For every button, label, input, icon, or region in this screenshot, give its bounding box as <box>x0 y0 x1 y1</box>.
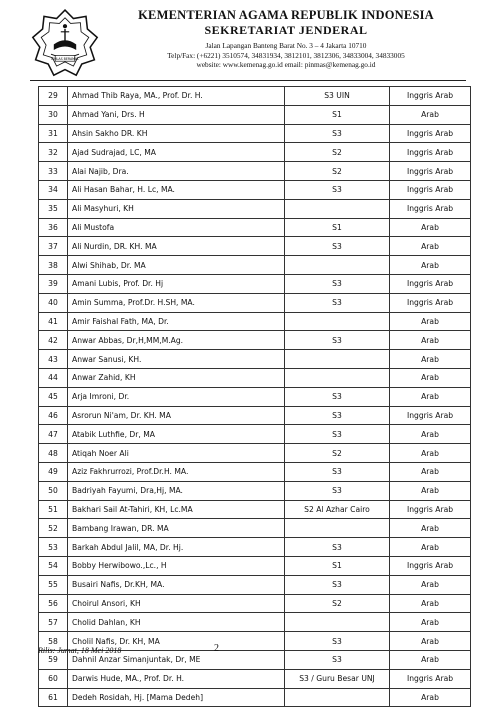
table-row <box>39 350 471 369</box>
table-row <box>39 218 471 237</box>
name-cell: Ahmad Thib Raya, MA., Prof. Dr. H. <box>68 87 285 106</box>
row-number-cell: 61 <box>39 688 68 707</box>
language-cell: Arab <box>390 650 471 669</box>
education-cell <box>285 312 390 331</box>
org-phone: Telp/Fax: (+6221) 3510574, 34831934, 3812101, 3812306, 34833004, 34833005 <box>167 50 405 60</box>
table-row <box>39 594 471 613</box>
language-cell: Arab <box>390 237 471 256</box>
name-cell: Ali Mustofa <box>68 218 285 237</box>
education-cell: S3 <box>285 538 390 557</box>
name-cell: Barkah Abdul Jalil, MA, Dr. Hj. <box>68 538 285 557</box>
language-cell: Arab <box>390 519 471 538</box>
education-cell <box>285 613 390 632</box>
name-cell: Alwi Shihab, Dr. MA <box>68 256 285 275</box>
row-number-cell: 51 <box>39 500 68 519</box>
education-cell: S3 <box>285 274 390 293</box>
row-number-cell: 37 <box>39 237 68 256</box>
language-cell: Arab <box>390 105 471 124</box>
row-number-cell: 53 <box>39 538 68 557</box>
language-cell: Arab <box>390 462 471 481</box>
release-date: Rilis: Jumat, 18 Mei 2018 <box>38 646 122 655</box>
table-row <box>39 331 471 350</box>
table-row <box>39 87 471 106</box>
row-number-cell: 44 <box>39 368 68 387</box>
org-address: Jalan Lapangan Banteng Barat No. 3 – 4 Jakarta 10710 <box>205 41 367 50</box>
name-cell: Busairi Nafis, Dr.KH, MA. <box>68 575 285 594</box>
name-cell: Badriyah Fayumi, Dra,Hj, MA. <box>68 481 285 500</box>
language-cell: Inggris Arab <box>390 669 471 688</box>
name-cell: Bobby Herwibowo.,Lc., H <box>68 556 285 575</box>
name-cell: Cholid Dahlan, KH <box>68 613 285 632</box>
name-cell: Aziz Fakhrurrozi, Prof.Dr.H. MA. <box>68 462 285 481</box>
education-cell: S3 <box>285 124 390 143</box>
language-cell: Inggris Arab <box>390 124 471 143</box>
name-cell: Cholil Nafis, Dr. KH, MA <box>68 632 285 651</box>
table-row <box>39 688 471 707</box>
table-row <box>39 519 471 538</box>
education-cell: S1 <box>285 218 390 237</box>
language-cell: Inggris Arab <box>390 180 471 199</box>
education-cell: S3 <box>285 180 390 199</box>
education-cell: S3 <box>285 237 390 256</box>
row-number-cell: 48 <box>39 444 68 463</box>
language-cell: Arab <box>390 256 471 275</box>
language-cell: Inggris Arab <box>390 293 471 312</box>
table-row <box>39 406 471 425</box>
education-cell: S3 <box>285 387 390 406</box>
row-number-cell: 39 <box>39 274 68 293</box>
name-cell: Choirul Ansori, KH <box>68 594 285 613</box>
page-number: 2 <box>214 643 219 654</box>
name-cell: Anwar Sanusi, KH. <box>68 350 285 369</box>
language-cell: Arab <box>390 331 471 350</box>
language-cell: Inggris Arab <box>390 274 471 293</box>
language-cell: Arab <box>390 350 471 369</box>
table-row <box>39 556 471 575</box>
education-cell: S1 <box>285 556 390 575</box>
language-cell: Arab <box>390 594 471 613</box>
member-table <box>38 86 471 707</box>
language-cell: Arab <box>390 575 471 594</box>
row-number-cell: 56 <box>39 594 68 613</box>
table-row <box>39 199 471 218</box>
name-cell: Ahsin Sakho DR. KH <box>68 124 285 143</box>
language-cell: Inggris Arab <box>390 500 471 519</box>
member-table-body <box>39 87 471 707</box>
language-cell: Arab <box>390 425 471 444</box>
table-row <box>39 575 471 594</box>
row-number-cell: 60 <box>39 669 68 688</box>
name-cell: Anwar Abbas, Dr,H,MM,M.Ag. <box>68 331 285 350</box>
name-cell: Dedeh Rosidah, Hj. [Mama Dedeh] <box>68 688 285 707</box>
row-number-cell: 32 <box>39 143 68 162</box>
name-cell: Ali Hasan Bahar, H. Lc, MA. <box>68 180 285 199</box>
org-website: website: www.kemenag.go.id email: pinmas@kemenag.go.id <box>196 60 376 69</box>
language-cell: Arab <box>390 368 471 387</box>
table-row <box>39 368 471 387</box>
education-cell: S2 <box>285 143 390 162</box>
name-cell: Ajad Sudrajad, LC, MA <box>68 143 285 162</box>
language-cell: Arab <box>390 688 471 707</box>
language-cell: Arab <box>390 613 471 632</box>
table-row <box>39 462 471 481</box>
name-cell: Ahmad Yani, Drs. H <box>68 105 285 124</box>
row-number-cell: 41 <box>39 312 68 331</box>
name-cell: Atabik Luthfie, Dr, MA <box>68 425 285 444</box>
name-cell: Ali Nurdin, DR. KH. MA <box>68 237 285 256</box>
language-cell: Inggris Arab <box>390 143 471 162</box>
letterhead <box>0 0 480 86</box>
language-cell: Arab <box>390 218 471 237</box>
table-row <box>39 143 471 162</box>
name-cell: Bambang Irawan, DR. MA <box>68 519 285 538</box>
row-number-cell: 47 <box>39 425 68 444</box>
row-number-cell: 40 <box>39 293 68 312</box>
row-number-cell: 43 <box>39 350 68 369</box>
language-cell: Inggris Arab <box>390 162 471 181</box>
language-cell: Arab <box>390 632 471 651</box>
row-number-cell: 42 <box>39 331 68 350</box>
education-cell: S3 <box>285 650 390 669</box>
name-cell: Bakhari Sail At-Tahiri, KH, Lc.MA <box>68 500 285 519</box>
row-number-cell: 55 <box>39 575 68 594</box>
education-cell: S3 <box>285 462 390 481</box>
table-row <box>39 500 471 519</box>
education-cell: S3 <box>285 331 390 350</box>
table-row <box>39 538 471 557</box>
language-cell: Inggris Arab <box>390 406 471 425</box>
row-number-cell: 36 <box>39 218 68 237</box>
table-row <box>39 669 471 688</box>
name-cell: Amani Lubis, Prof. Dr. Hj <box>68 274 285 293</box>
table-row <box>39 425 471 444</box>
org-subtitle: SEKRETARIAT JENDERAL <box>204 23 368 37</box>
education-cell: S2 <box>285 444 390 463</box>
education-cell <box>285 368 390 387</box>
language-cell: Arab <box>390 538 471 557</box>
language-cell: Arab <box>390 444 471 463</box>
name-cell: Darwis Hude, MA., Prof. Dr. H. <box>68 669 285 688</box>
education-cell <box>285 199 390 218</box>
education-cell: S3 <box>285 481 390 500</box>
row-number-cell: 35 <box>39 199 68 218</box>
education-cell: S3 <box>285 425 390 444</box>
table-row <box>39 124 471 143</box>
name-cell: Amin Summa, Prof.Dr. H.SH, MA. <box>68 293 285 312</box>
row-number-cell: 30 <box>39 105 68 124</box>
table-row <box>39 312 471 331</box>
org-title: KEMENTERIAN AGAMA REPUBLIK INDONESIA <box>138 8 434 22</box>
row-number-cell: 49 <box>39 462 68 481</box>
table-row <box>39 256 471 275</box>
language-cell: Arab <box>390 387 471 406</box>
row-number-cell: 57 <box>39 613 68 632</box>
language-cell: Arab <box>390 481 471 500</box>
education-cell: S1 <box>285 105 390 124</box>
table-row <box>39 444 471 463</box>
education-cell <box>285 519 390 538</box>
education-cell <box>285 256 390 275</box>
table-row <box>39 105 471 124</box>
language-cell: Inggris Arab <box>390 87 471 106</box>
table-row <box>39 293 471 312</box>
education-cell <box>285 688 390 707</box>
education-cell: S2 Al Azhar Cairo <box>285 500 390 519</box>
table-row <box>39 162 471 181</box>
name-cell: Anwar Zahid, KH <box>68 368 285 387</box>
table-row <box>39 613 471 632</box>
education-cell: S3 UIN <box>285 87 390 106</box>
name-cell: Ali Masyhuri, KH <box>68 199 285 218</box>
language-cell: Arab <box>390 312 471 331</box>
row-number-cell: 34 <box>39 180 68 199</box>
education-cell: S3 / Guru Besar UNJ <box>285 669 390 688</box>
language-cell: Inggris Arab <box>390 556 471 575</box>
education-cell: S3 <box>285 293 390 312</box>
row-number-cell: 59 <box>39 650 68 669</box>
row-number-cell: 52 <box>39 519 68 538</box>
name-cell: Atiqah Noer Ali <box>68 444 285 463</box>
row-number-cell: 50 <box>39 481 68 500</box>
table-row <box>39 180 471 199</box>
table-row <box>39 274 471 293</box>
organization-header <box>106 8 466 70</box>
name-cell: Asrorun Ni'am, Dr. KH. MA <box>68 406 285 425</box>
table-row <box>39 387 471 406</box>
header-divider <box>30 80 466 81</box>
language-cell: Inggris Arab <box>390 199 471 218</box>
name-cell: Amir Faishal Fath, MA, Dr. <box>68 312 285 331</box>
row-number-cell: 46 <box>39 406 68 425</box>
row-number-cell: 54 <box>39 556 68 575</box>
row-number-cell: 45 <box>39 387 68 406</box>
table-row <box>39 237 471 256</box>
ministry-emblem-icon <box>30 8 100 78</box>
emblem-motto: IKHLAS BERAMAL <box>51 57 79 62</box>
name-cell: Dahnil Anzar Simanjuntak, Dr, ME <box>68 650 285 669</box>
education-cell: S2 <box>285 162 390 181</box>
education-cell: S2 <box>285 594 390 613</box>
education-cell: S3 <box>285 406 390 425</box>
row-number-cell: 58 <box>39 632 68 651</box>
row-number-cell: 33 <box>39 162 68 181</box>
education-cell <box>285 350 390 369</box>
education-cell: S3 <box>285 632 390 651</box>
name-cell: Arja Imroni, Dr. <box>68 387 285 406</box>
education-cell: S3 <box>285 575 390 594</box>
row-number-cell: 31 <box>39 124 68 143</box>
name-cell: Alai Najib, Dra. <box>68 162 285 181</box>
row-number-cell: 38 <box>39 256 68 275</box>
row-number-cell: 29 <box>39 87 68 106</box>
table-row <box>39 481 471 500</box>
